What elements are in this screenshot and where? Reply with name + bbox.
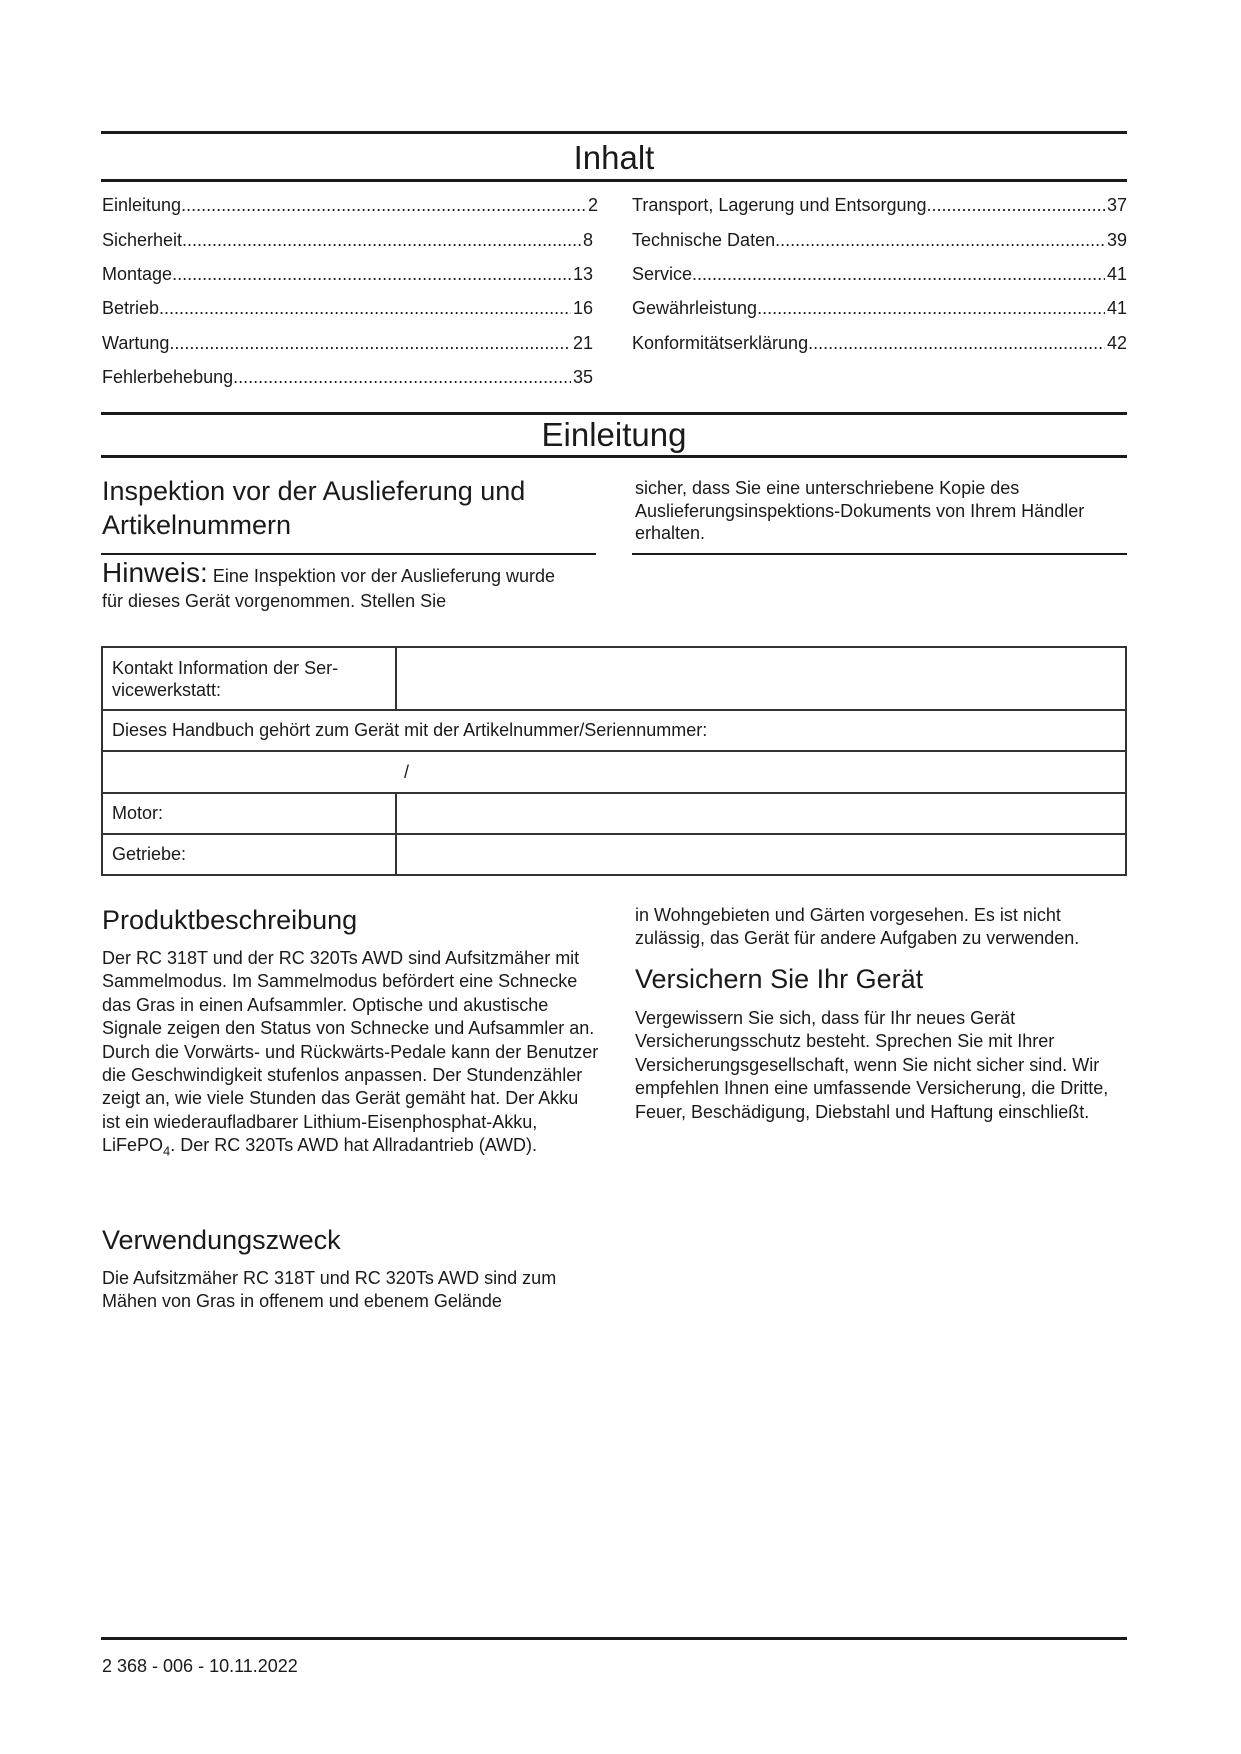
usage-text: Die Aufsitzmäher RC 318T und RC 320Ts AWD sind zum Mähen von Gras in offenem und ebenem Gelände [102,1268,557,1311]
product-heading: Produktbeschreibung [102,905,358,935]
toc-entry[interactable]: Konformitätserklärung ..... 42 [632,332,1127,354]
intro-title: Einleitung [541,416,687,453]
hinweis-text: Eine Inspektion vor der Auslieferung wurde für dieses Gerät vorgenommen. Stellen Sie [102,566,556,611]
toc-entry[interactable]: Einleitung ..... 2 [102,194,598,216]
doc-reference: 2 368 - 006 - 10.11.2022 [102,1656,298,1676]
contact-label-cell: Kontakt Information der Ser-vicewerkstatt: [102,647,396,710]
toc-entry[interactable]: Service ..... 41 [632,263,1127,285]
insurance-text: Vergewissern Sie sich, dass für Ihr neues Gerät Versicherungsschutz besteht. Sprechen Sie mit Ihrer Versicherungsgesellschaft, wenn Sie nicht sicher sind. Wir empfehlen Ihnen eine umfassende Versicherung, die Dritte, Feuer, Beschädigung, Diebstahl und Haftung einschließt. [635,1008,1109,1122]
intro-title-rule [101,455,1127,458]
gearbox-value-cell[interactable] [396,834,1126,875]
inspection-continuation: sicher, dass Sie eine unterschriebene Kopie des Auslieferungsinspektions-Dokuments von Ihrem Händler erhalten. [635,478,1085,543]
motor-label-cell: Motor: [102,793,396,834]
insurance-heading: Versichern Sie Ihr Gerät [635,964,924,994]
inspection-heading: Inspektion vor der Auslieferung und Artikelnummern [102,476,526,540]
table-row [102,647,1126,710]
usage-continuation: in Wohngebieten und Gärten vorgesehen. Es ist nicht zulässig, das Gerät für andere Aufgaben zu verwenden. [635,905,1080,948]
usage-heading: Verwendungszweck [102,1225,341,1255]
toc-entry[interactable]: Fehlerbehebung ..... 35 [102,366,593,388]
inspection-right-rule [632,553,1127,555]
table-row [102,834,1126,875]
toc-entry[interactable]: Betrieb ..... 16 [102,297,593,319]
toc-entry[interactable]: Transport, Lagerung und Entsorgung ..... 37 [632,194,1127,216]
toc-title-rule [101,179,1127,182]
hinweis-note [102,557,562,614]
toc-entry[interactable]: Sicherheit ..... 8 [102,229,593,251]
footer-rule [101,1637,1127,1640]
contact-value-cell[interactable] [396,647,1126,710]
product-text: Der RC 318T und der RC 320Ts AWD sind Aufsitzmäher mit Sammelmodus. Im Sammelmodus befördert eine Schnecke das Gras in einen Aufsammler. Optische und akustische Signale zeigen den Status von Schnecke und Aufsammler an. Durch die Vorwärts- und Rückwärts-Pedale kann der Benutzer die Geschwindigkeit stufenlos anpassen. Der Stundenzähler zeigt an, wie viele Stunden das Gerät gemäht hat. Der Akku ist ein wiederaufladbarer Lithium-Eisenphosphat-Akku, LiFePO$_4$. Der RC 320Ts AWD hat Allradantrieb (AWD). [102,948,599,1159]
toc-top-rule [101,131,1127,134]
table-row [102,751,1126,793]
hinweis-label: Hinweis: [102,557,208,588]
gearbox-label-cell: Getriebe: [102,834,396,875]
toc-entry[interactable]: Wartung ..... 21 [102,332,593,354]
table-row [102,710,1126,751]
motor-value-cell[interactable] [396,793,1126,834]
table-row [102,793,1126,834]
service-info-table [101,646,1127,876]
inspection-heading-rule [101,553,596,555]
manual-belongs-cell: Dieses Handbuch gehört zum Gerät mit der Artikelnummer/Seriennummer: [102,710,1126,751]
toc-title: Inhalt [573,139,655,176]
toc-entry[interactable]: Gewährleistung ..... 41 [632,297,1127,319]
serial-number-cell[interactable]: / [102,751,1126,793]
toc-entry[interactable]: Montage ..... 13 [102,263,593,285]
toc-entry[interactable]: Technische Daten ..... 39 [632,229,1127,251]
